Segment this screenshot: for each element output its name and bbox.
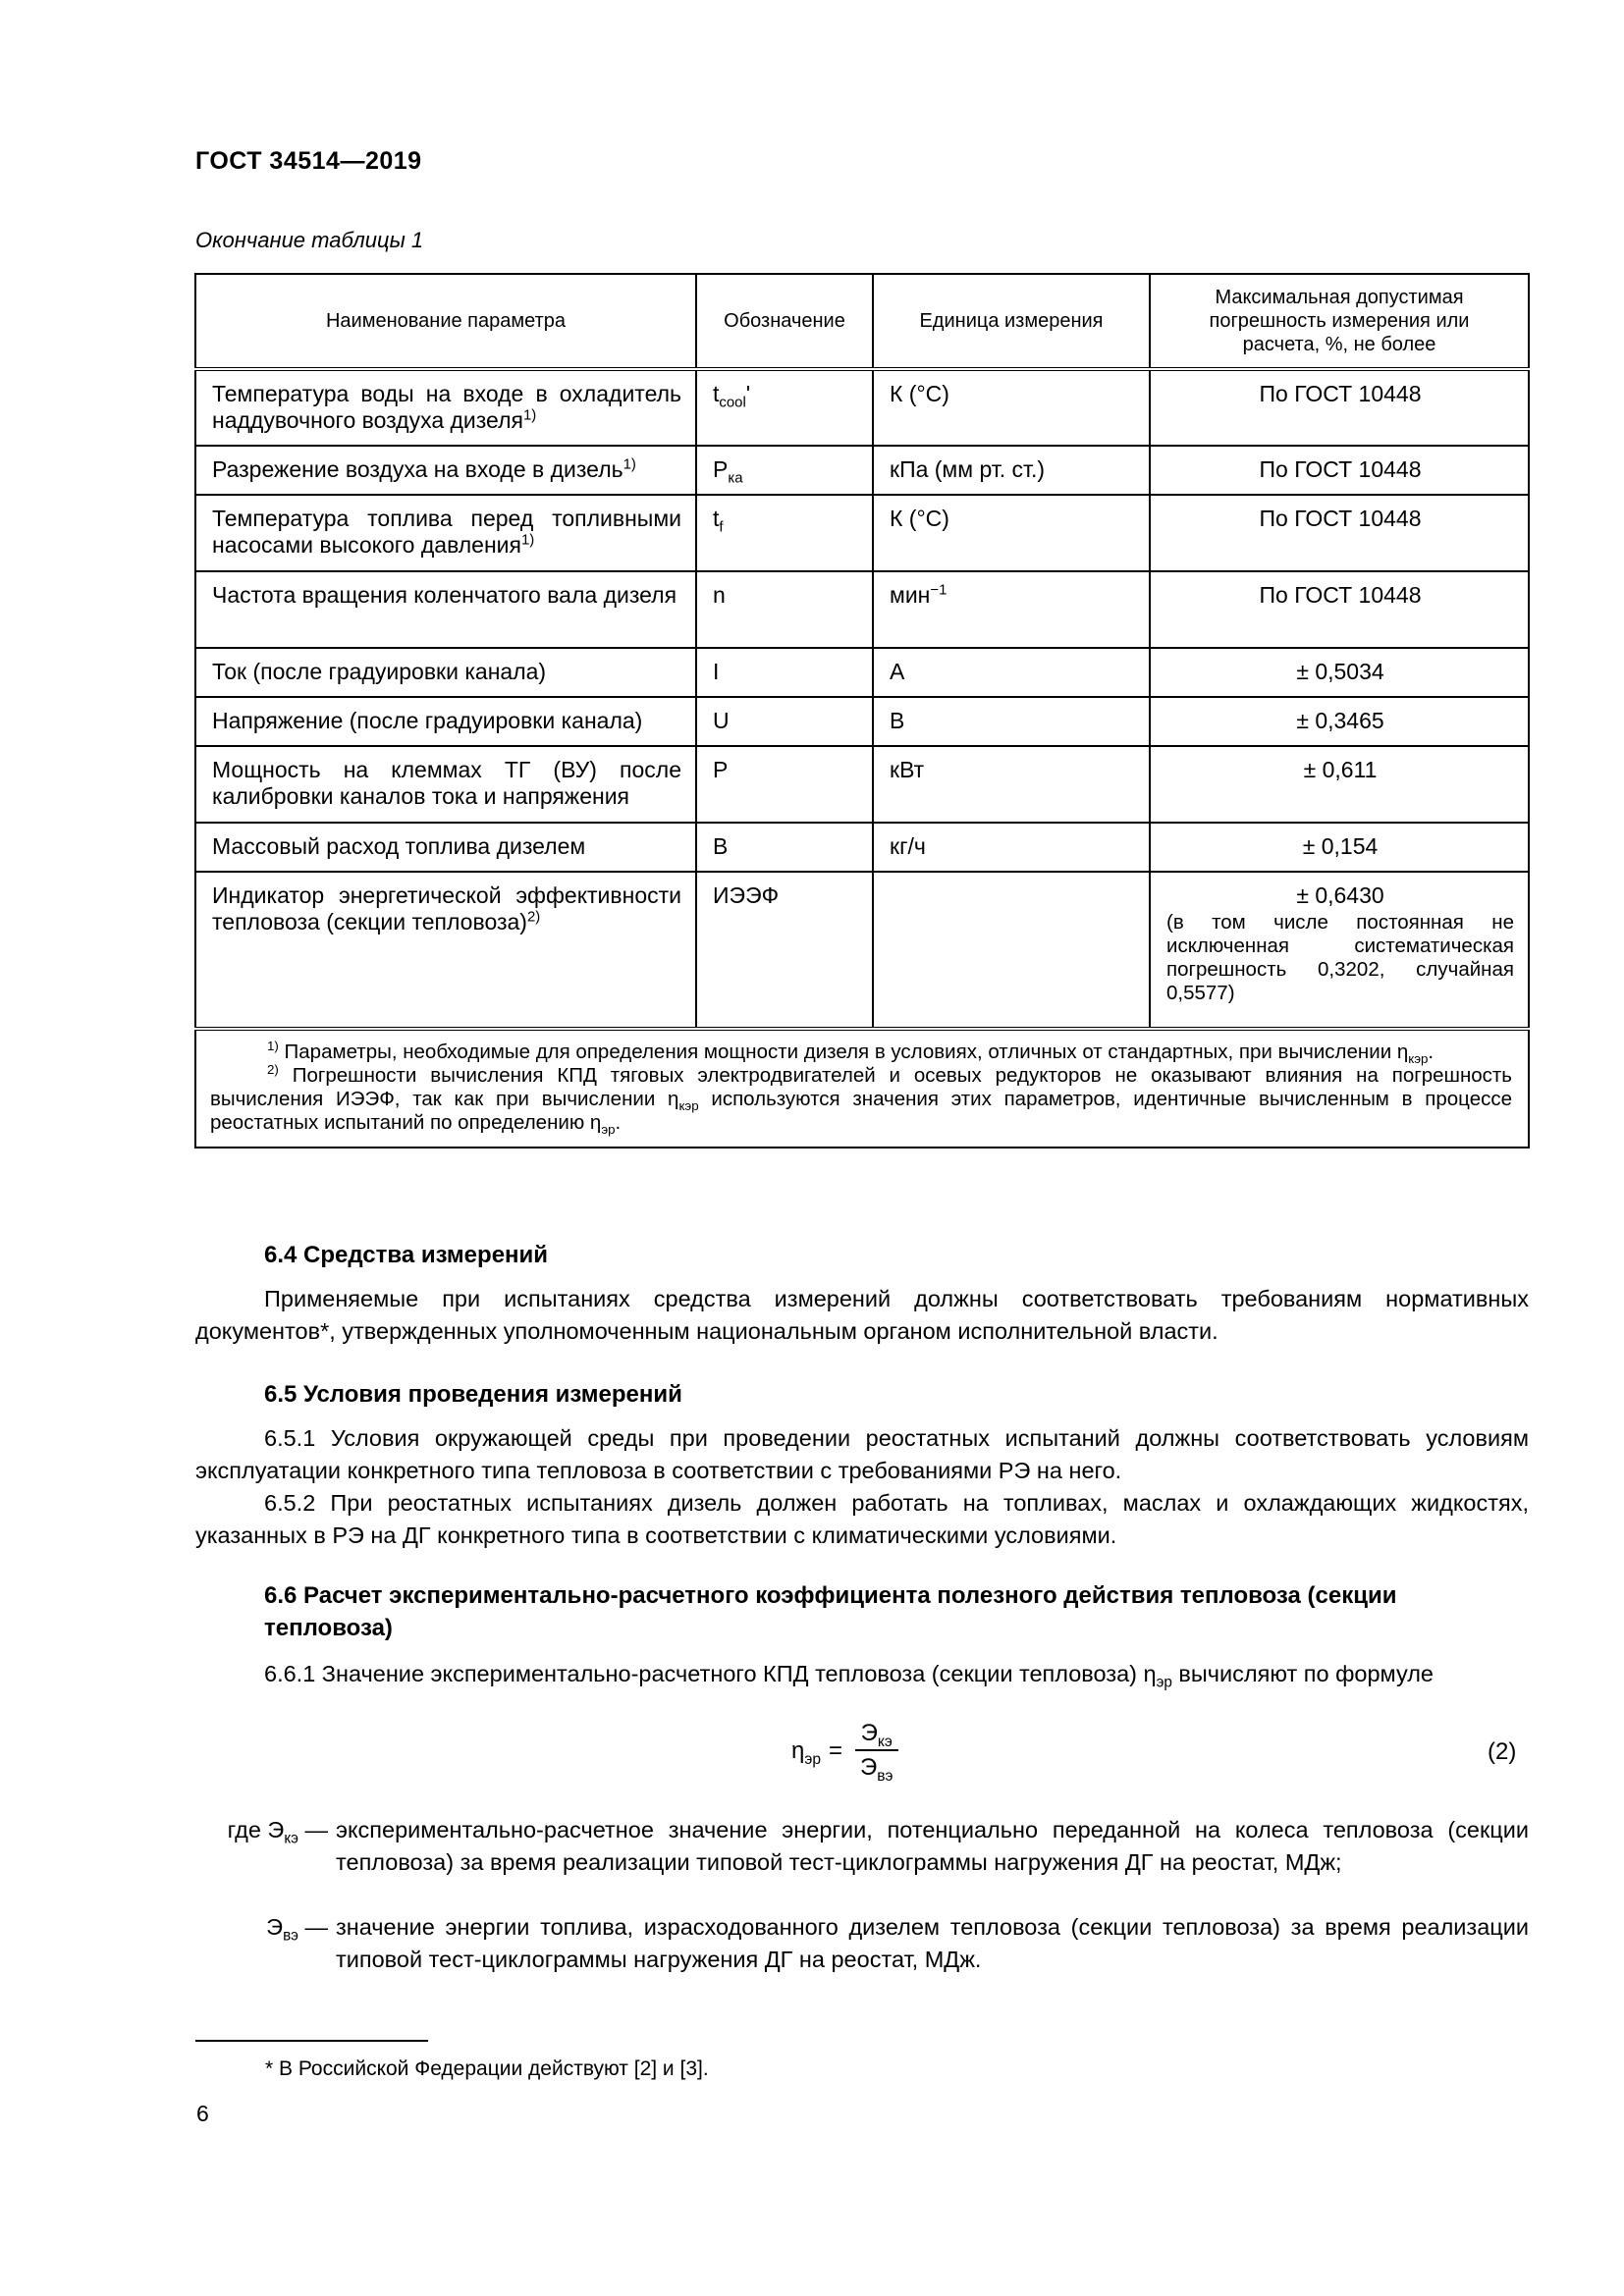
table-row xyxy=(195,823,1529,872)
table-row xyxy=(195,495,1529,571)
formula-equals: = xyxy=(829,1736,843,1764)
document-code: ГОСТ 34514—2019 xyxy=(195,147,422,175)
param-name: Мощность на клеммах ТГ (ВУ) после калибровки каналов тока и напряжения xyxy=(212,757,681,809)
param-unit: мин$^{-1}$ xyxy=(890,581,947,608)
footnote-separator xyxy=(195,2040,428,2042)
where-item-2 xyxy=(195,1911,1529,1976)
param-error: ± 0,3465 xyxy=(1296,708,1384,733)
param-name: Температура топлива перед топливными насосами высокого давления$^{1)}$ xyxy=(212,506,681,558)
column-header-name: Наименование параметра xyxy=(195,274,696,369)
param-error-note: (в том числе постоянная не исключенная систематическая погрешность 0,3202, случайная 0,5577) xyxy=(1166,911,1514,1004)
paragraph: Применяемые при испытаниях средства измерений должны соответствовать требованиям нормативных документов*, утвержденных уполномоченным национальным органом исполнительной власти. xyxy=(195,1286,1529,1344)
param-unit xyxy=(874,873,1149,890)
param-unit: кг/ч xyxy=(890,833,926,859)
section-heading: 6.6 Расчет экспериментально-расчетного коэффициента полезного действия тепловоза (секции тепловоза) xyxy=(264,1582,1397,1641)
param-error: По ГОСТ 10448 xyxy=(1259,506,1422,531)
paragraph: 6.6.1 Значение экспериментально-расчетного КПД тепловоза (секции тепловоза) $\eta_{эр}$ вычисляют по формуле xyxy=(264,1661,1434,1691)
where-text: значение энергии топлива, израсходованного дизелем тепловоза (секции тепловоза) за время реализации типовой тест-циклограммы нагружения ДГ на реостат, МДж. xyxy=(336,1914,1529,1972)
param-name: Разрежение воздуха на входе в дизель$^{1)}$ xyxy=(212,455,636,482)
param-error: ± 0,6430 (в том числе постоянная не исключенная систематическая погрешность 0,3202, случайная 0,5577) xyxy=(1166,882,1514,1004)
param-name: Индикатор энергетической эффективности тепловоза (секции тепловоза)$^{2)}$ xyxy=(212,882,681,934)
table-row xyxy=(195,369,1529,446)
where-label: $Э_{вэ}$ — xyxy=(266,1914,328,1945)
param-unit: К (°С) xyxy=(890,381,949,406)
param-error: По ГОСТ 10448 xyxy=(1259,456,1422,482)
section-heading: 6.5 Условия проведения измерений xyxy=(264,1381,682,1408)
param-error: ± 0,5034 xyxy=(1296,659,1384,684)
param-unit: кПа (мм рт. ст.) xyxy=(890,456,1046,482)
param-unit: кВт xyxy=(890,757,925,782)
where-text: экспериментально-расчетное значение энергии, потенциально переданной на колеса тепловоза (секции тепловоза) за время реализации типовой тест-циклограммы нагружения ДГ на реостат, МДж; xyxy=(336,1817,1529,1875)
param-name: Ток (после градуировки канала) xyxy=(212,659,547,684)
formula-denominator: $Э_{вэ}$ xyxy=(860,1754,893,1785)
param-symbol: ИЭЭФ xyxy=(713,882,780,908)
section-heading: 6.4 Средства измерений xyxy=(264,1242,549,1268)
param-unit: А xyxy=(890,659,905,684)
table-row xyxy=(195,648,1529,697)
table-note-1: $^{1)}$ Параметры, необходимые для определения мощности дизеля в условиях, отличных от стандартных, при вычислении $\eta_{кэр}$. xyxy=(267,1039,1435,1067)
footnote: * В Российской Федерации действуют [2] и [3]. xyxy=(265,2057,709,2080)
where-item-1 xyxy=(195,1814,1529,1879)
table-row xyxy=(195,571,1529,648)
table-row xyxy=(195,697,1529,746)
page-number: 6 xyxy=(196,2101,209,2126)
param-unit: В xyxy=(890,708,905,733)
param-symbol: U xyxy=(713,708,730,733)
param-symbol: $t_f$ xyxy=(713,506,724,536)
formula-fraction xyxy=(854,1720,899,1785)
formula-lhs: $\eta_{эр}$ xyxy=(791,1736,821,1768)
parameters-table xyxy=(194,273,1530,1148)
column-header-unit: Единица измерения xyxy=(873,274,1150,369)
column-header-error: Максимальная допустимая погрешность измерения или расчета, %, не более xyxy=(1150,274,1529,369)
param-unit: К (°С) xyxy=(890,506,949,531)
section-6-4 xyxy=(195,1239,1529,1348)
param-error: ± 0,154 xyxy=(1302,833,1379,859)
param-name: Напряжение (после градуировки канала) xyxy=(212,708,643,733)
table-row xyxy=(195,446,1529,495)
param-symbol: B xyxy=(713,833,729,859)
table-note-2: $^{2)}$ Погрешности вычисления КПД тяговых электродвигателей и осевых редукторов не оказывают влияния на погрешность вычисления ИЭЭФ, так как при вычислении $\eta_{кэр}$ используются значения этих параметров, идентичные вычисленным в процессе реостатных испытаний по определению $\eta_{эр}$. xyxy=(210,1062,1512,1138)
param-symbol: $t_{cool}'$ xyxy=(713,381,751,411)
table-notes-row xyxy=(195,1029,1529,1148)
formula-numerator: $Э_{кэ}$ xyxy=(855,1720,898,1751)
param-symbol: $P_{ка}$ xyxy=(713,456,743,487)
param-name: Частота вращения коленчатого вала дизеля xyxy=(212,582,677,608)
formula-number: (2) xyxy=(1488,1738,1517,1765)
table-row xyxy=(195,746,1529,823)
column-header-symbol: Обозначение xyxy=(696,274,873,369)
param-symbol: I xyxy=(713,659,720,684)
paragraph: 6.5.1 Условия окружающей среды при проведении реостатных испытаний должны соответствовать условиям эксплуатации конкретного типа тепловоза в соответствии с требованиями РЭ на него. xyxy=(195,1425,1529,1483)
table-row xyxy=(195,872,1529,1029)
param-name: Температура воды на входе в охладитель наддувочного воздуха дизеля$^{1)}$ xyxy=(212,381,681,433)
section-6-5 xyxy=(195,1378,1529,1552)
param-name: Массовый расход топлива дизелем xyxy=(212,833,586,859)
param-error: ± 0,611 xyxy=(1303,757,1378,782)
table-caption: Окончание таблицы 1 xyxy=(195,228,424,252)
param-error: По ГОСТ 10448 xyxy=(1259,582,1422,608)
table-notes xyxy=(196,1031,1528,1147)
table-header-row xyxy=(195,274,1529,369)
param-symbol: n xyxy=(713,582,726,608)
param-error: По ГОСТ 10448 xyxy=(1259,381,1422,406)
where-label: где $Э_{кэ}$ — xyxy=(227,1817,328,1847)
formula-2 xyxy=(791,1720,899,1785)
section-6-6 xyxy=(195,1579,1529,1690)
param-symbol: P xyxy=(713,757,729,782)
paragraph: 6.5.2 При реостатных испытаниях дизель должен работать на топливах, маслах и охлаждающих жидкостях, указанных в РЭ на ДГ конкретного типа в соответствии с климатическими условиями. xyxy=(195,1490,1529,1548)
